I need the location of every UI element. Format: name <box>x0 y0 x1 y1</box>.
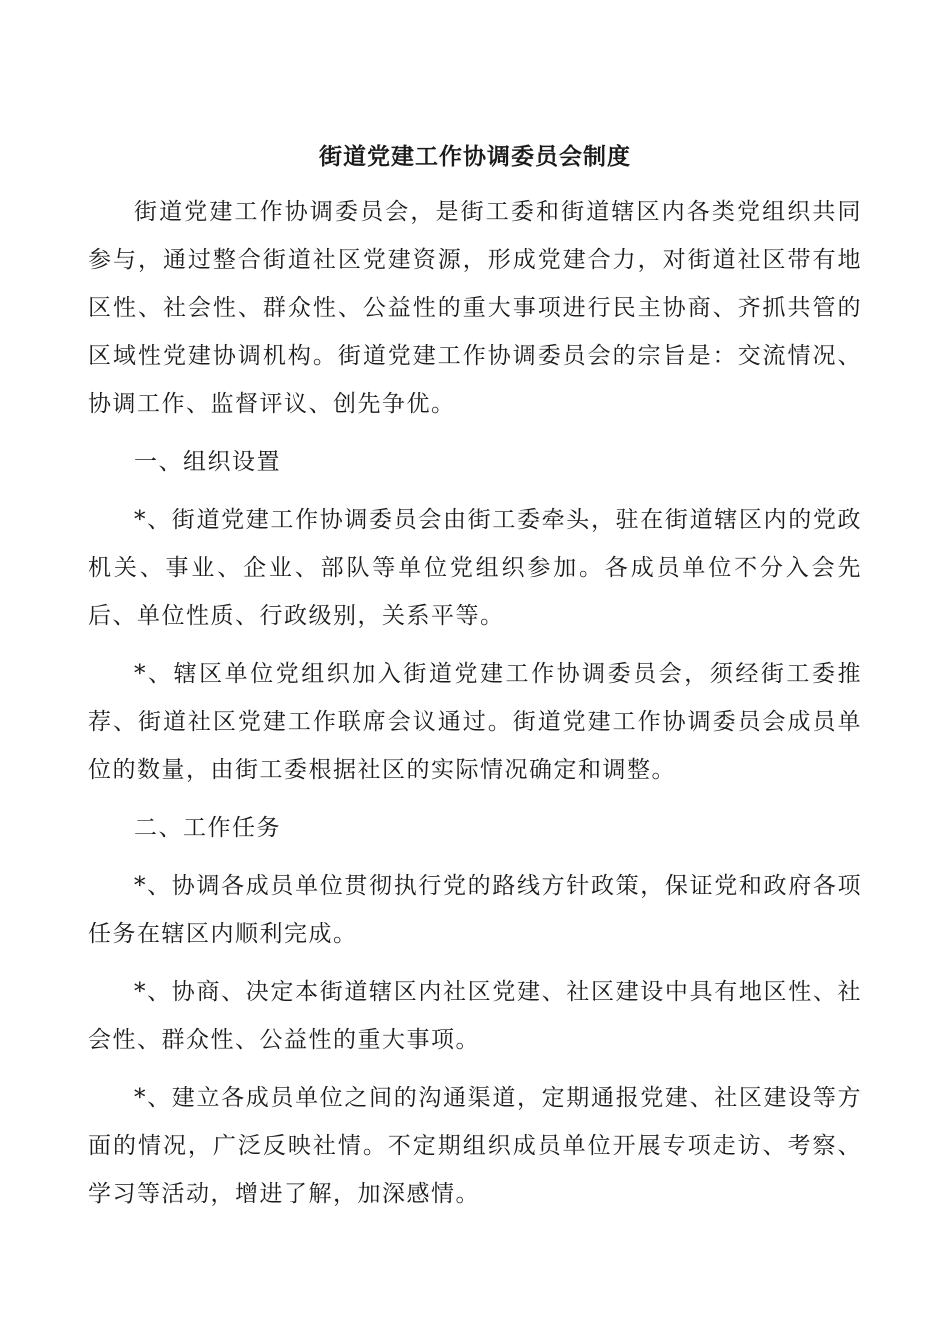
document-body <box>88 188 862 1228</box>
section-heading-tasks: 二、工作任务 <box>134 815 281 841</box>
intro-paragraph: 街道党建工作协调委员会，是街工委和街道辖区内各类党组织共同参与，通过整合街道社区党建资源，形成党建合力，对街道社区带有地区性、社会性、群众性、公益性的重大事项进行民主协商、齐抓共管的区域性党建协调机构。街道党建工作协调委员会的宗旨是：交流情况、协调工作、监督评议、创先争优。 <box>88 199 862 417</box>
task-item-2: *、协商、决定本街道辖区内社区党建、社区建设中具有地区性、社会性、群众性、公益性的重大事项。 <box>88 979 862 1053</box>
task-item-1: *、协调各成员单位贯彻执行党的路线方针政策，保证党和政府各项任务在辖区内顺利完成。 <box>88 873 862 947</box>
organization-item-1: *、街道党建工作协调委员会由街工委牵头，驻在街道辖区内的党政机关、事业、企业、部队等单位党组织参加。各成员单位不分入会先后、单位性质、行政级别，关系平等。 <box>88 507 862 629</box>
organization-item-2: *、辖区单位党组织加入街道党建工作协调委员会，须经街工委推荐、街道社区党建工作联席会议通过。街道党建工作协调委员会成员单位的数量，由街工委根据社区的实际情况确定和调整。 <box>88 661 862 783</box>
task-item-3: *、建立各成员单位之间的沟通渠道，定期通报党建、社区建设等方面的情况，广泛反映社情。不定期组织成员单位开展专项走访、考察、学习等活动，增进了解，加深感情。 <box>88 1085 862 1207</box>
section-heading-organization: 一、组织设置 <box>134 449 281 475</box>
document-title: 街道党建工作协调委员会制度 <box>319 143 631 170</box>
